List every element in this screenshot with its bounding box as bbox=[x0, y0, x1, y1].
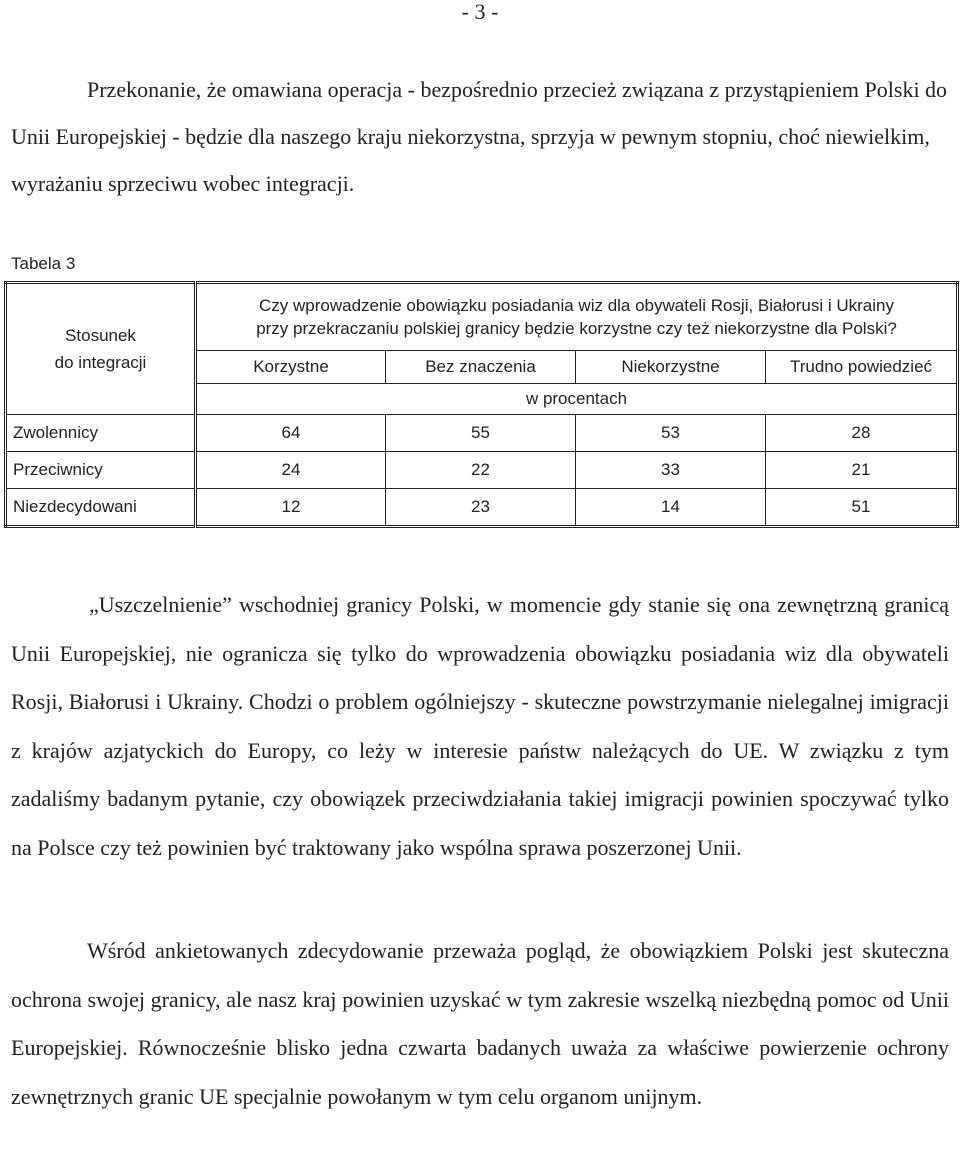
column-header: Trudno powiedzieć bbox=[766, 351, 958, 384]
table-cell: 64 bbox=[196, 415, 386, 452]
question-line2: przy przekraczaniu polskiej granicy będzie korzystne czy też niekorzystne dla Polski? bbox=[256, 319, 897, 338]
row-label: Przeciwnicy bbox=[6, 452, 196, 489]
stub-header-line1: Stosunek bbox=[65, 326, 136, 345]
second-paragraph: Wśród ankietowanych zdecydowanie przeważa pogląd, że obowiązkiem Polski jest skuteczna ochrona swojej granicy, ale nasz kraj powinien uzyskać w tym zakresie wszelką niezbędną pomoc od Unii Europejskiej. Równocześnie blisko jedna czwarta badanych uważa za właściwe powierzenie ochrony zewnętrznych granic UE specjalnie powołanym w tym celu organom unijnym. bbox=[11, 938, 949, 1109]
question-line1: Czy wprowadzenie obowiązku posiadania wiz dla obywateli Rosji, Białorusi i Ukrainy bbox=[259, 296, 894, 315]
stub-header-line2: do integracji bbox=[54, 353, 147, 372]
table-cell: 28 bbox=[766, 415, 958, 452]
row-label: Zwolennicy bbox=[6, 415, 196, 452]
table-cell: 53 bbox=[576, 415, 766, 452]
stub-header bbox=[6, 283, 196, 415]
table-cell: 14 bbox=[576, 489, 766, 527]
intro-paragraph: Przekonanie, że omawiana operacja - bezpośrednio przecież związana z przystąpieniem Polski do Unii Europejskiej - będzie dla naszego kraju niekorzystna, sprzyja w pewnym stopniu, choć niewielkim, wyrażaniu sprzeciwu wobec integracji. bbox=[11, 77, 948, 196]
main-paragraph: „Uszczelnienie” wschodniej granicy Polski, w momencie gdy stanie się ona zewnętrzną granicą Unii Europejskiej, nie ogranicza się tylko do wprowadzenia obowiązku posiadania wiz dla obywateli Rosji, Białorusi i Ukrainy. Chodzi o problem ogólniejszy - skuteczne powstrzymanie nielegalnej imigracji z krajów azjatyckich do Europy, co leży w interesie państw należących do UE. W związku z tym zadaliśmy badanym pytanie, czy obowiązek przeciwdziałania takiej imigracji powinien spoczywać tylko na Polsce czy też powinien być traktowany jako wspólna sprawa poszerzonej Unii. bbox=[11, 592, 949, 860]
table-caption: Tabela 3 bbox=[11, 254, 76, 273]
table-cell: 22 bbox=[386, 452, 576, 489]
survey-table bbox=[4, 281, 959, 528]
page-number: - 3 - bbox=[461, 0, 499, 24]
table-cell: 33 bbox=[576, 452, 766, 489]
table-cell: 24 bbox=[196, 452, 386, 489]
table-cell: 55 bbox=[386, 415, 576, 452]
row-label: Niezdecydowani bbox=[6, 489, 196, 527]
survey-question bbox=[196, 283, 958, 351]
column-header: Korzystne bbox=[196, 351, 386, 384]
table-cell: 12 bbox=[196, 489, 386, 527]
column-header: Bez znaczenia bbox=[386, 351, 576, 384]
unit-label: w procentach bbox=[196, 384, 958, 415]
column-header: Niekorzystne bbox=[576, 351, 766, 384]
table-cell: 21 bbox=[766, 452, 958, 489]
table-cell: 23 bbox=[386, 489, 576, 527]
table-cell: 51 bbox=[766, 489, 958, 527]
